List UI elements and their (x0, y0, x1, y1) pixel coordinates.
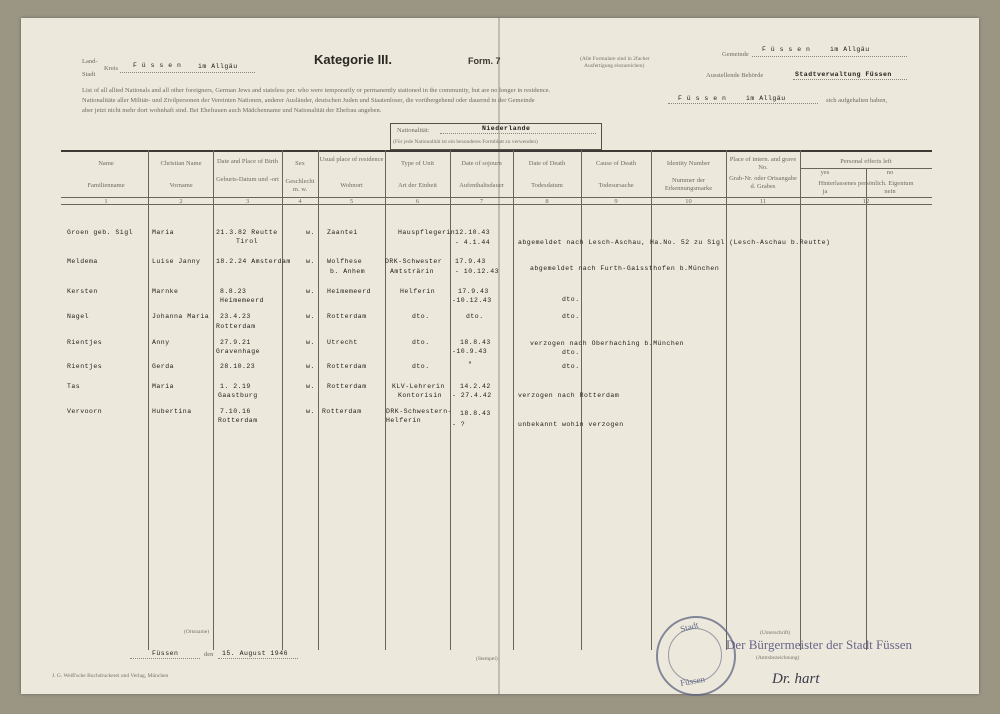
cell-birth-place: Rotterdam (216, 323, 256, 330)
col-header-en: Name (98, 160, 114, 167)
land-label: Land- (82, 58, 98, 65)
cell-birth: 1. 2.19 (220, 383, 251, 390)
cell-first-name: Johanna Maria (152, 313, 210, 320)
footer-place: Füssen (152, 650, 179, 657)
col-header-en: Date of sojourn (461, 160, 502, 167)
cell-name: Meldema (67, 258, 98, 265)
col-header-de: Todesdatum (531, 182, 563, 189)
cell-name: Kersten (67, 288, 98, 295)
intro-place-line (668, 103, 818, 104)
footer-place-line (130, 658, 200, 659)
cell-sex: w. (306, 229, 315, 236)
col-header-en: Usual place of residence (319, 156, 384, 163)
cell-residence: Wolfhese (327, 258, 363, 265)
col-divider (148, 150, 149, 650)
authority-line (793, 79, 907, 80)
document-sheet (21, 18, 979, 694)
intro-line-2b: sich aufgehalten haben, (826, 97, 888, 104)
cell-remark: abgemeldet nach Lesch-Aschau, Ha.No. 52 zu Sigl (Lesch-Aschau b.Reutte) (518, 239, 831, 246)
cell-residence: Rotterdam (327, 363, 367, 370)
col-header-en: Date and Place of Birth (216, 158, 278, 165)
cell-remark: dto. (562, 313, 580, 320)
col-number: 7 (479, 198, 484, 205)
col-header-de: Wohnort (340, 182, 363, 189)
printer-note: J. G. Weiß'sche Buchdruckerei und Verlag, München (52, 673, 169, 679)
form-number: Form. 7 (468, 56, 501, 66)
intro-region: im Allgäu (746, 95, 786, 102)
den-label: den (204, 651, 214, 658)
cell-remark: dto. (562, 363, 580, 370)
form-note-2: Ausfertigung einzureichen) (584, 63, 645, 69)
cell-sex: w. (306, 383, 315, 390)
nationality-line (440, 133, 596, 134)
page-title: Kategorie III. (314, 52, 393, 67)
cell-unit: DRK-Schwester (385, 258, 443, 265)
cell-birth-place: Gaastburg (218, 392, 258, 399)
col-header-de: Nummer der Erkennungsmarke (664, 177, 713, 192)
cell-unit-2: Amtsträrin (390, 268, 435, 275)
col-header-en: Type of Unit (400, 160, 435, 167)
intro-line-1: List of all allied Nationals and all other foreigners, German Jews and stateless per. who were temporarily or permanently stationed in the community, but are no longer in residence. (82, 87, 551, 94)
col-header-de: Aufenthaltsdauer (459, 182, 504, 189)
cell-sojourn-end: - 4.1.44 (455, 239, 491, 246)
nationality-value: Niederlande (482, 125, 531, 132)
cell-sojourn-end: -10.9.43 (452, 348, 488, 355)
cell-name: Groen geb. Sigl (67, 229, 134, 236)
cell-sex: w. (306, 313, 315, 320)
cell-birth: 7.10.16 (220, 408, 251, 415)
cell-name: Nagel (67, 313, 90, 320)
col-number: 6 (415, 198, 420, 205)
col-header-en: Identity Number (666, 160, 711, 167)
cell-unit: Helferin (400, 288, 436, 295)
cell-sojourn-end: - 10.12.43 (455, 268, 500, 275)
cell-birth: 21.3.82 Reutte (216, 229, 278, 236)
col-divider (800, 150, 801, 650)
gemeinde-value: F ü s s e n (762, 46, 811, 53)
nationality-note: (Für jede Nationalität ist ein besonderes Formblatt zu verwenden) (393, 139, 538, 145)
col-number: 3 (245, 198, 250, 205)
effects-nein: nein (884, 188, 896, 195)
col-divider (513, 150, 514, 650)
col-divider (581, 150, 582, 650)
footer-date: 15. August 1946 (222, 650, 289, 657)
stamp-label: (Stempel) (476, 656, 498, 662)
cell-birth: 28.10.23 (220, 363, 256, 370)
cell-sojourn: " (468, 361, 473, 368)
cell-name: Tas (67, 383, 81, 390)
region-value: im Allgäu (198, 63, 238, 70)
cell-name: Rientjes (67, 363, 103, 370)
authority-value: Stadtverwaltung Füssen (795, 71, 892, 78)
cell-first-name: Luise Janny (152, 258, 201, 265)
cell-remark: verzogen nach Rotterdam (518, 392, 620, 399)
cell-sojourn: 18.8.43 (460, 410, 491, 417)
cell-unit: DRK-Schwestern- (386, 408, 453, 415)
cell-unit-2: Helferin (386, 417, 422, 424)
cell-unit: dto. (412, 339, 430, 346)
col-header-en: Personal effects left (840, 158, 892, 165)
cell-remark: verzogen nach Oberhaching b.München (530, 340, 685, 347)
cell-remark: abgemeldet nach Furth-Gaissthofen b.München (530, 265, 720, 272)
office-stamp: Der Bürgermeister der Stadt Füssen (726, 637, 913, 652)
cell-unit: dto. (412, 313, 430, 320)
effects-no: no (886, 169, 894, 176)
gemeinde-line (752, 56, 907, 57)
col-header-en: Cause of Death (595, 160, 637, 167)
cell-residence: Rotterdam (322, 408, 362, 415)
cell-unit: Hauspflegerin (398, 229, 456, 236)
cell-birth-place: Gravenhage (216, 348, 261, 355)
cell-residence: Heimemeerd (327, 288, 372, 295)
cell-first-name: Gerda (152, 363, 175, 370)
cell-name: Rientjes (67, 339, 103, 346)
cell-birth: 8.8.23 (220, 288, 247, 295)
col-divider (213, 150, 214, 650)
cell-sojourn: 14.2.42 (460, 383, 491, 390)
col-header-de: Geburts-Datum und -ort (216, 176, 279, 183)
col-header-de: Art der Einheit (398, 182, 437, 189)
col-divider (866, 168, 867, 650)
col-number: 4 (298, 198, 302, 205)
cell-sojourn: 18.8.43 (460, 339, 491, 346)
col-number: 2 (179, 198, 183, 205)
gemeinde-region: im Allgäu (830, 46, 870, 53)
cell-sojourn: 12.10.43 (455, 229, 491, 236)
cell-birth-place: Rotterdam (218, 417, 258, 424)
signature-label: (Unterschrift) (760, 630, 791, 636)
cell-residence: Zaantei (327, 229, 358, 236)
cell-sex: w. (306, 258, 315, 265)
cell-first-name: Maria (152, 383, 175, 390)
page-fold (498, 18, 500, 694)
cell-first-name: Anny (152, 339, 170, 346)
col-divider (651, 150, 652, 650)
col-header-en: Place of intern. and grave No. (729, 156, 797, 171)
cell-first-name: Marnke (152, 288, 179, 295)
col-divider (726, 150, 727, 650)
cell-residence: Rotterdam (327, 313, 367, 320)
place-value: F ü s s e n (133, 62, 182, 69)
table-top-rule (61, 150, 932, 152)
col-header-en: Christian Name (160, 160, 202, 167)
cell-first-name: Hubertina (152, 408, 192, 415)
cell-birth-place: Heimemeerd (220, 297, 265, 304)
cell-sex: w. (306, 288, 315, 295)
col-number: 8 (545, 198, 549, 205)
place-name-label: (Ortsname) (184, 629, 210, 635)
col-divider (450, 150, 451, 650)
col-header-de: Hinterlassenes persönlich. Eigentum (818, 180, 914, 187)
col-header-de: Geschlecht m. w. (285, 178, 315, 193)
cell-sex: w. (306, 408, 315, 415)
authority-label: Ausstellende Behörde (706, 72, 764, 79)
col-number: 10 (685, 198, 692, 205)
gemeinde-label: Gemeinde (722, 51, 749, 58)
cell-birth: 18.2.24 Amsterdam (216, 258, 291, 265)
intro-line-3: aber jetzt nicht mehr dort wohnhaft sind. Bei Ehefrauen auch Mädchenname und Nationalität der Ehefrau angeben. (82, 107, 382, 114)
col-number: 5 (349, 198, 354, 205)
cell-sojourn-end: - 27.4.42 (452, 392, 492, 399)
col-header-en: Sex (295, 160, 305, 167)
kreis-label: Kreis (104, 65, 119, 72)
cell-name: Vervoorn (67, 408, 103, 415)
cell-birth: 23.4.23 (220, 313, 251, 320)
signature: Dr. hart (772, 671, 820, 687)
effects-ja: ja (822, 188, 828, 195)
city-stamp-inner (668, 628, 722, 682)
cell-sex: w. (306, 339, 315, 346)
cell-unit-2: Kontorisin (398, 392, 443, 399)
col-header-de: Todesursache (598, 182, 634, 189)
effects-yes: yes (820, 169, 830, 176)
footer-date-line (218, 658, 298, 659)
cell-sojourn-end: - ? (452, 421, 466, 428)
cell-remark: dto. (562, 296, 580, 303)
col-number: 11 (759, 198, 767, 205)
col-divider (385, 150, 386, 650)
form-note-1: (Alle Formulare sind in 2facher (580, 56, 650, 62)
cell-birth: 27.9.21 (220, 339, 251, 346)
cell-sex: w. (306, 363, 315, 370)
cell-sojourn: 17.9.43 (455, 258, 486, 265)
col-number: 1 (104, 198, 108, 205)
cell-unit: dto. (412, 363, 430, 370)
stadt-label: Stadt (82, 71, 96, 78)
cell-sojourn-end: -10.12.43 (452, 297, 492, 304)
cell-sojourn: 17.9.43 (458, 288, 489, 295)
cell-first-name: Maria (152, 229, 175, 236)
cell-residence-2: b. Anhem (330, 268, 366, 275)
office-note: (Amtsbezeichnung) (756, 655, 800, 661)
col-header-en: Date of Death (528, 160, 566, 167)
col-number: 9 (614, 198, 618, 205)
cell-remark: unbekannt wohin verzogen (518, 421, 624, 428)
cell-remark-2: dto. (562, 349, 580, 356)
cell-residence: Utrecht (327, 339, 358, 346)
stamp-text-top: Stadt (679, 619, 700, 635)
cell-unit: KLV-Lehrerin (392, 383, 445, 390)
col-header-de: Vorname (169, 182, 193, 189)
stamp-text-bottom: Füssen (679, 673, 706, 689)
col-header-de: Familienname (87, 182, 125, 189)
place-line (120, 72, 255, 73)
intro-line-2a: Nationalitäte aller Militär- und Zivilpersonen der Vereinten Nationen, anderer Ausländer, deutschen Juden und Staatenloser, die vorübergehend oder dauernd in der Gemeinde (82, 97, 535, 104)
intro-place: F ü s s e n (678, 95, 727, 102)
col-divider (282, 150, 283, 650)
cell-residence: Rotterdam (327, 383, 367, 390)
col-divider (318, 150, 319, 650)
nationality-label: Nationalität: (397, 127, 430, 134)
cell-birth-place: Tirol (236, 238, 259, 245)
cell-sojourn: dto. (466, 313, 484, 320)
col-header-de: Grab-Nr. oder Ortsangabe d. Grabes (729, 175, 797, 190)
col-number: 12 (862, 198, 870, 205)
